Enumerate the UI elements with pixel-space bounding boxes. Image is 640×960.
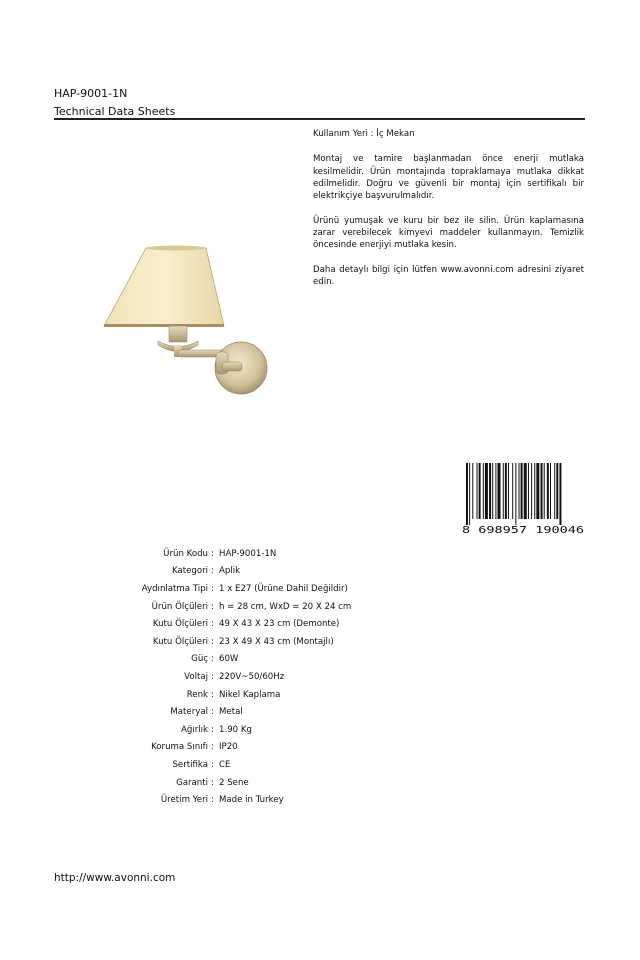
barcode-bar xyxy=(521,463,523,519)
barcode-bar xyxy=(483,463,484,519)
spec-row xyxy=(90,739,470,757)
spec-row xyxy=(90,791,470,809)
spec-label: Ürün Kodu xyxy=(163,548,208,559)
spec-separator: : xyxy=(211,566,214,577)
spec-separator: : xyxy=(211,583,214,594)
spec-label: Voltaj xyxy=(184,671,208,682)
barcode-bar xyxy=(544,463,545,519)
cleaning-text: Ürünü yumuşak ve kuru bir bez ile silin. Ürün kaplamasına zarar verebilecek kimyevi maddeler kullanmayın. Temizlik öncesinde enerjiyi mutlaka kesin. xyxy=(313,215,584,251)
barcode-bar xyxy=(505,463,507,519)
spec-separator: : xyxy=(211,707,214,718)
safety-warning-text: Montaj ve tamire başlanmadan önce enerji mutlaka kesilmelidir. Ürün montajında topraklamaya mutlaka dikkat edilmelidir. Doğru ve güvenli bir montaj için sertifikalı bir elektrikçiye başvurulmalıdır. xyxy=(313,154,584,202)
barcode-bar xyxy=(519,463,520,519)
barcode-bar xyxy=(477,463,478,519)
spec-value: Nikel Kaplama xyxy=(219,689,281,700)
spec-row xyxy=(90,545,470,563)
barcode-bar xyxy=(556,463,558,519)
spec-value: 1.90 Kg xyxy=(219,724,252,735)
spec-row xyxy=(90,668,470,686)
spec-row xyxy=(90,756,470,774)
spec-value: Made in Turkey xyxy=(219,795,284,806)
spec-row xyxy=(90,615,470,633)
barcode-bar xyxy=(534,463,535,519)
spec-separator: : xyxy=(211,654,214,665)
barcode-bar xyxy=(550,463,551,519)
spec-separator: : xyxy=(211,619,214,630)
spec-label: Koruma Sınıfı xyxy=(151,742,208,753)
barcode-bar xyxy=(528,463,529,519)
spec-separator: : xyxy=(211,724,214,735)
spec-value: IP20 xyxy=(219,742,238,753)
spec-value: 49 X 43 X 23 cm (Demonte) xyxy=(219,619,340,630)
spec-value: Aplik xyxy=(219,566,241,577)
spec-separator: : xyxy=(211,548,214,559)
spec-separator: : xyxy=(211,689,214,700)
barcode-bar xyxy=(472,463,473,519)
barcode-bar xyxy=(466,463,468,525)
barcode-bar xyxy=(508,463,509,519)
spec-separator: : xyxy=(211,601,214,612)
spec-row xyxy=(90,580,470,598)
spec-value: CE xyxy=(219,759,231,770)
spec-value: Metal xyxy=(219,707,243,718)
barcode-bar xyxy=(485,463,488,519)
barcode-bars xyxy=(466,463,561,525)
spec-row xyxy=(90,633,470,651)
spec-row xyxy=(90,651,470,669)
spec-table xyxy=(90,545,470,809)
barcode-bar xyxy=(492,463,493,519)
spec-row xyxy=(90,703,470,721)
spec-value: 1 x E27 (Ürüne Dahil Değildir) xyxy=(219,583,348,594)
barcode-number: 8 698957 190046 xyxy=(462,525,584,535)
barcode-bar xyxy=(495,463,496,519)
barcode-bar xyxy=(559,463,561,525)
spec-separator: : xyxy=(211,777,214,788)
spec-value: 2 Sene xyxy=(219,777,249,788)
barcode-bar xyxy=(512,463,513,519)
spec-label: Kutu Ölçüleri xyxy=(152,636,208,647)
spec-row xyxy=(90,774,470,792)
footer-url: http://www.avonni.com xyxy=(54,872,176,884)
spec-separator: : xyxy=(211,636,214,647)
barcode-bar xyxy=(554,463,555,519)
spec-row xyxy=(90,721,470,739)
spec-separator: : xyxy=(211,671,214,682)
barcode-bar xyxy=(489,463,491,519)
spec-row xyxy=(90,563,470,581)
spec-value: HAP-9001-1N xyxy=(219,548,277,559)
spec-separator: : xyxy=(211,759,214,770)
barcode-bar xyxy=(536,463,539,519)
spec-row xyxy=(90,598,470,616)
barcode-bar xyxy=(469,463,470,525)
spec-label: Kutu Ölçüleri xyxy=(152,619,208,630)
document-subtitle: Technical Data Sheets xyxy=(54,105,176,118)
spec-value: 23 X 49 X 43 cm (Montajlı) xyxy=(219,636,334,647)
spec-row xyxy=(90,686,470,704)
spec-label: Üretim Yeri xyxy=(160,795,208,806)
spec-label: Kategori xyxy=(171,566,208,577)
spec-label: Güç xyxy=(191,654,208,665)
spec-label: Sertifika xyxy=(172,759,208,770)
product-code-title: HAP-9001-1N xyxy=(54,87,128,100)
spec-label: Aydınlatma Tipi xyxy=(141,583,208,594)
barcode-bar xyxy=(531,463,532,519)
spec-value: 60W xyxy=(219,654,239,665)
barcode-bar xyxy=(503,463,504,519)
spec-label: Ürün Ölçüleri xyxy=(151,601,208,612)
barcode-bar xyxy=(524,463,527,519)
spec-separator: : xyxy=(211,795,214,806)
wall-lamp-icon xyxy=(98,240,278,414)
header-divider xyxy=(54,118,585,120)
barcode-bar xyxy=(547,463,549,519)
spec-label: Ağırlık xyxy=(180,724,208,735)
spec-label: Materyal xyxy=(170,707,208,718)
spec-value: 220V~50/60Hz xyxy=(219,671,285,682)
barcode-bar xyxy=(479,463,481,519)
barcode-bar xyxy=(541,463,543,519)
spec-label: Garanti xyxy=(176,777,208,788)
header xyxy=(54,85,175,121)
barcode-bar xyxy=(498,463,501,519)
usage-text: Kullanım Yeri : İç Mekan xyxy=(313,129,415,139)
spec-label: Renk xyxy=(186,689,208,700)
info-text xyxy=(313,128,584,301)
barcode-bar xyxy=(515,463,516,525)
spec-value: h = 28 cm, WxD = 20 X 24 cm xyxy=(219,601,352,612)
barcode xyxy=(462,463,586,539)
more-info-text: Daha detaylı bilgi için lütfen www.avonni.com adresini ziyaret edin. xyxy=(313,264,584,288)
spec-separator: : xyxy=(211,742,214,753)
